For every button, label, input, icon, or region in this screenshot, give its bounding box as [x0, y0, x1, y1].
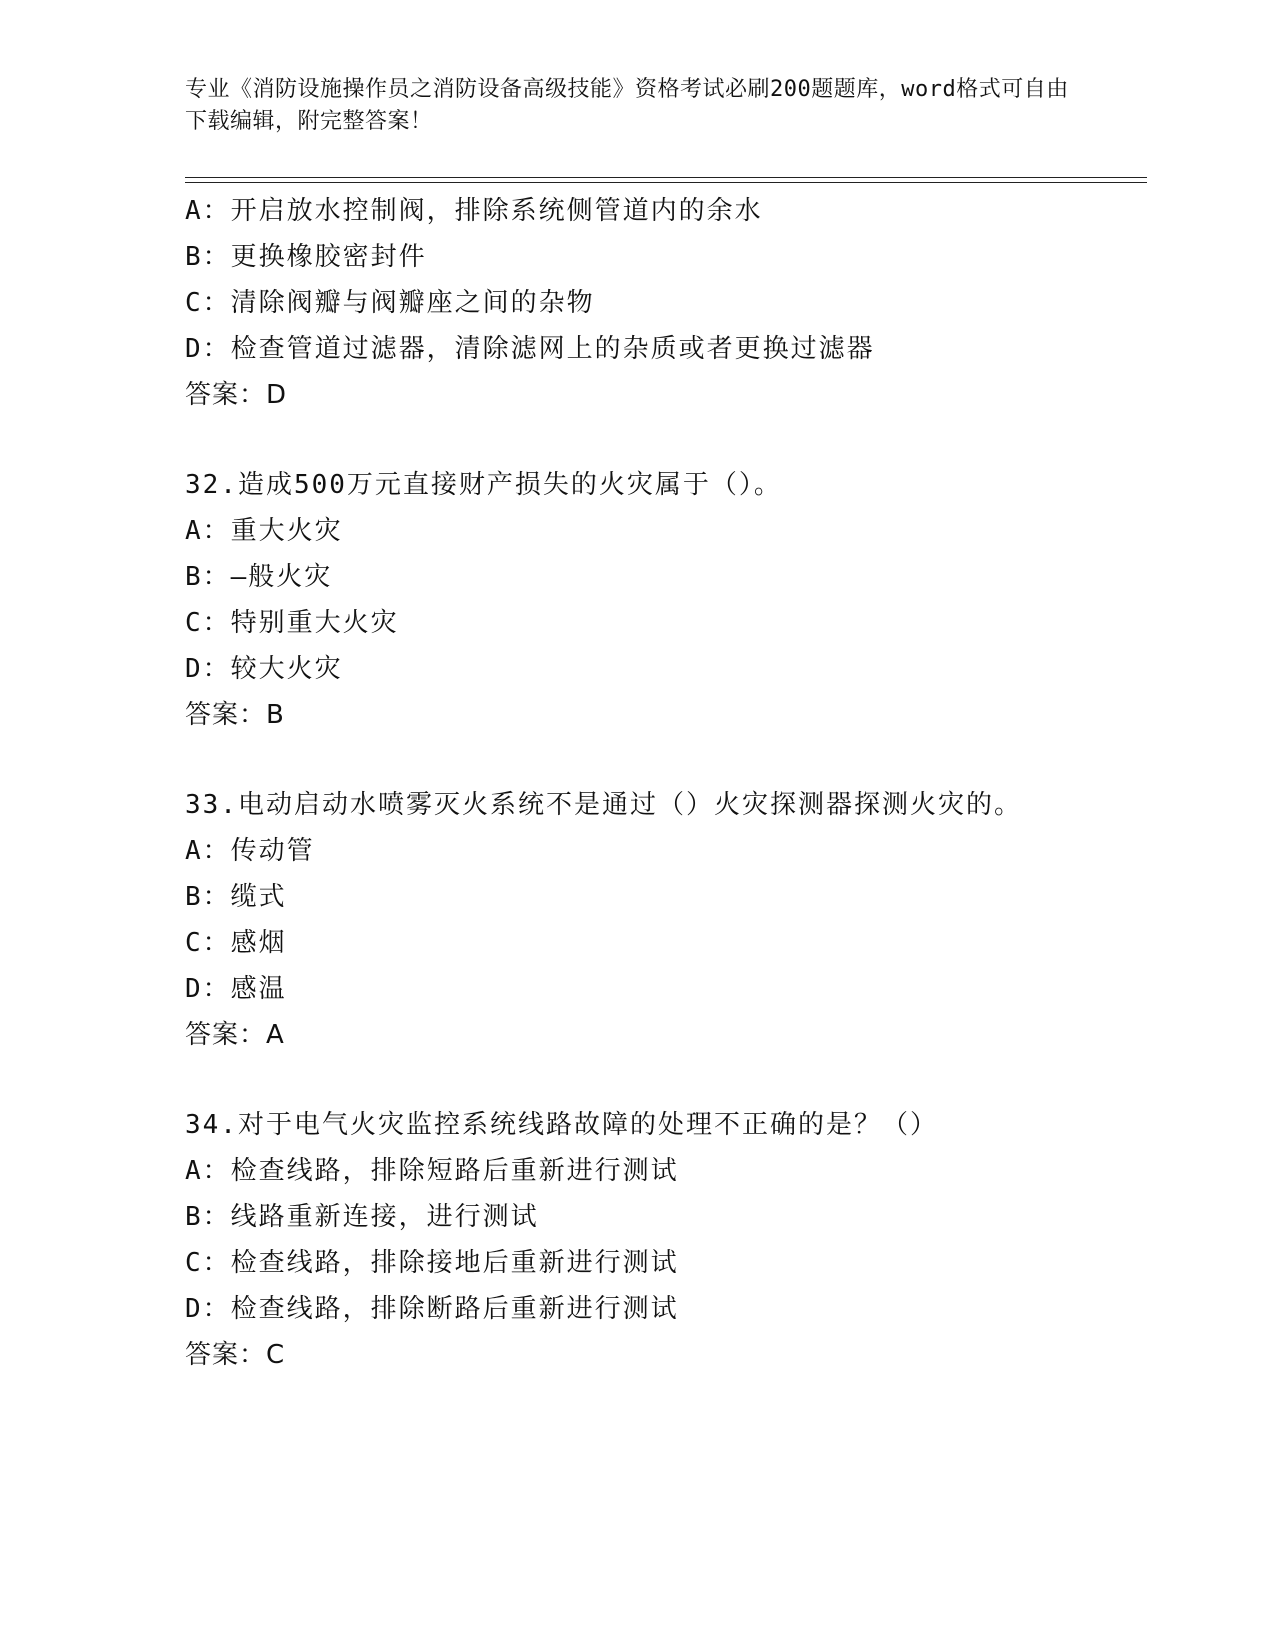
- option-d: D：检查管道过滤器，清除滤网上的杂质或者更换过滤器: [185, 334, 875, 364]
- option-b: B：更换橡胶密封件: [185, 242, 427, 272]
- question-31-continued: [185, 188, 1185, 418]
- option-c: C：清除阀瓣与阀瓣座之间的杂物: [185, 288, 595, 318]
- option-d: D：较大火灾: [185, 654, 343, 684]
- answer-label: 答案：D: [185, 380, 288, 410]
- question-stem: 34.对于电气火灾监控系统线路故障的处理不正确的是？（）: [185, 1110, 938, 1140]
- option-d: D：检查线路，排除断路后重新进行测试: [185, 1294, 679, 1324]
- option-a: A：开启放水控制阀，排除系统侧管道内的余水: [185, 196, 763, 226]
- header-divider-bottom: [185, 182, 1147, 183]
- document-header: 专业《消防设施操作员之消防设备高级技能》资格考试必刷200题题库，word格式可自由下载编辑，附完整答案！: [185, 77, 1069, 134]
- option-c: C：检查线路，排除接地后重新进行测试: [185, 1248, 679, 1278]
- question-stem: 32.造成500万元直接财产损失的火灾属于（）。: [185, 470, 782, 500]
- option-a: A：检查线路，排除短路后重新进行测试: [185, 1156, 679, 1186]
- option-b: B：—般火灾: [185, 562, 333, 592]
- option-b: B：线路重新连接，进行测试: [185, 1202, 539, 1232]
- header-divider-top: [185, 177, 1147, 178]
- option-a: A：传动管: [185, 836, 315, 866]
- option-a: A：重大火灾: [185, 516, 343, 546]
- question-33: [185, 782, 1185, 1058]
- option-d: D：感温: [185, 974, 287, 1004]
- answer-label: 答案：A: [185, 1020, 285, 1050]
- answer-label: 答案：B: [185, 700, 285, 730]
- option-c: C：感烟: [185, 928, 287, 958]
- question-32: [185, 462, 1185, 738]
- question-stem: 33.电动启动水喷雾灭火系统不是通过（）火灾探测器探测火灾的。: [185, 790, 1022, 820]
- answer-label: 答案：C: [185, 1340, 286, 1370]
- question-list: [185, 188, 1185, 1378]
- option-c: C：特别重大火灾: [185, 608, 399, 638]
- question-34: [185, 1102, 1185, 1378]
- option-b: B：缆式: [185, 882, 287, 912]
